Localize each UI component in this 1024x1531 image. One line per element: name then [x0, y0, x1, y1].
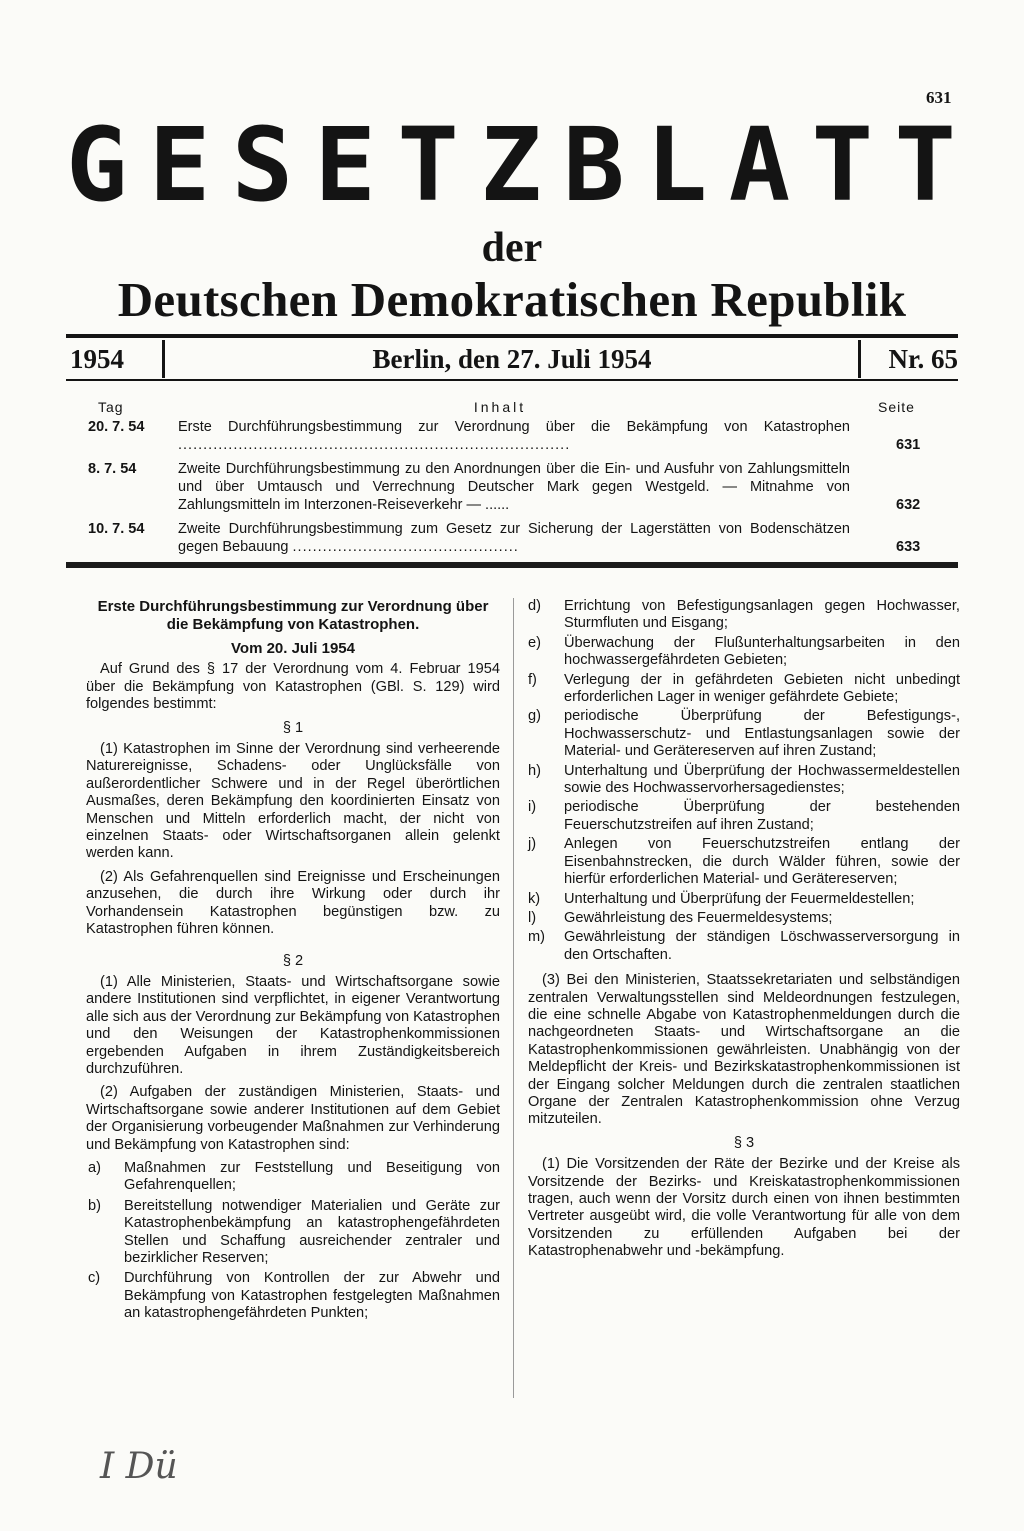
list-text: periodische Überprüfung der Befestigungs-, Hochwasserschutz- und Entlastungsanlagen sowie der Material- und Gerätereserven auf ihren Zustand; — [564, 708, 960, 760]
paragraph: (1) Alle Ministerien, Staats- und Wirtschaftsorgane sowie andere Institutionen sind verpflichtet, in eigener Verantwortung alle sich aus der Verordnung zur Bekämpfung von Katastrophen und den Weisungen der Katastrophenkommissionen ergebenden Aufgaben in ihrem Zuständigkeitsbereich durchzuführen. — [86, 973, 500, 1077]
list-label: f) — [528, 671, 537, 688]
list-item — [528, 891, 960, 908]
divider — [858, 340, 861, 378]
paragraph: (3) Bei den Ministerien, Staatssekretariaten und selbständigen zentralen Verwaltungsstellen sind Meldeordnungen festzulegen, die eine schnelle Abgabe von Katastrophenmeldungen durch die nachgeordneten Staats- und Wirtschaftsorgane an die Katastrophenkommissionen gewährleisten. Unabhängig von der Meldepflicht der Kreis- und Bezirkskatastrophenkommissionen ist der Eingang solcher Meldungen durch die zentralen staatlichen Organe der Zentralen Katastrophenkommission ohne Verzug mitzuteilen. — [528, 972, 960, 1128]
list-text: Maßnahmen zur Feststellung und Beseitigung von Gefahrenquellen; — [124, 1159, 500, 1194]
toc-page: 632 — [896, 497, 921, 513]
list-text: Überwachung der Flußunterhaltungsarbeiten in den hochwassergefährdeten Gebieten; — [564, 634, 960, 669]
toc-header — [70, 398, 930, 418]
list-item — [528, 910, 960, 927]
issue-number: Nr. 65 — [888, 344, 958, 374]
list-text: Unterhaltung und Überprüfung der Hochwassermeldestellen sowie des Hochwasservorhersagedienstes; — [564, 762, 960, 797]
masthead-letter: A — [728, 112, 791, 220]
masthead-letter: G — [66, 112, 128, 220]
issue-date: Berlin, den 27. Juli 1954 — [372, 344, 652, 374]
toc-entry — [70, 460, 930, 514]
paragraph: (2) Aufgaben der zuständigen Ministerien, Staats- und Wirtschaftsorgane sowie anderer Institutionen auf dem Gebiet der Organisierung vorbeugender Maßnahmen zur Verhinderung und Bekämpfung von Katastrophen sind: — [86, 1084, 500, 1153]
list-item — [528, 836, 960, 888]
toc-entry: 10. 7. 54 Zweite Durchführungsbestimmung zum Gesetz zur Sicherung der Lagerstätten von Bodenschätzen gegen Bebauung ............................................. 633 — [88, 521, 921, 555]
masthead-letter: E — [314, 112, 376, 220]
left-column — [86, 598, 500, 1326]
list-item — [528, 763, 960, 798]
list-label: j) — [528, 836, 537, 853]
list-text: Errichtung von Befestigungsanlagen gegen Hochwasser, Sturmfluten und Eisgang; — [564, 598, 960, 632]
list-label: b) — [88, 1197, 101, 1214]
masthead-letter: S — [231, 112, 294, 220]
article-date: Vom 20. Juli 1954 — [231, 640, 355, 657]
intro-paragraph: Auf Grund des § 17 der Verordnung vom 4. Februar 1954 über die Bekämpfung von Katastrophen (GBl. S. 129) wird folgendes bestimmt: — [86, 661, 500, 713]
list-item — [528, 598, 960, 633]
list-item — [528, 929, 960, 964]
divider — [66, 334, 958, 338]
table-of-contents — [70, 398, 930, 562]
list-label: l) — [528, 909, 537, 926]
article-title: Erste Durchführungsbestimmung zur Verordnung über die Bekämpfung von Katastrophen. — [97, 598, 489, 633]
toc-entry: 20. 7. 54 Erste Durchführungsbestimmung zur Verordnung über die Bekämpfung von Katastrophen .............................................................................. 631 — [88, 419, 921, 453]
masthead-republic: Deutschen Demokratischen Republik — [117, 272, 907, 327]
list-text: Gewährleistung der ständigen Löschwasserversorgung in den Ortschaften. — [564, 929, 960, 963]
toc-text: Zweite Durchführungsbestimmung zu den Anordnungen über die Ein- und Ausfuhr von Zahlungsmitteln und über Umtausch und Verrechnung Deutscher Mark gegen Westgeld. — Mitnahme von Zahlungsmitteln im Interzonen-Reiseverkehr — ...... — [178, 461, 850, 513]
section-heading: § 2 — [282, 952, 304, 969]
masthead-der: der — [481, 225, 543, 271]
toc-page: 633 — [896, 539, 921, 555]
toc-text: Zweite Durchführungsbestimmung zum Gesetz zur Sicherung der Lagerstätten von Bodenschätzen gegen Bebauung — [178, 521, 850, 555]
column-divider — [513, 598, 514, 1398]
list-label: k) — [528, 890, 541, 907]
toc-col-inhalt: Inhalt — [473, 399, 527, 415]
handwritten-note: I Dü — [100, 1446, 178, 1487]
list-item — [528, 672, 960, 707]
list-label: g) — [528, 708, 541, 725]
toc-date: 20. 7. 54 — [88, 419, 145, 435]
toc-date: 10. 7. 54 — [88, 521, 145, 537]
list-item — [528, 799, 960, 834]
list-label: i) — [528, 799, 537, 816]
list-text: Gewährleistung des Feuermeldesystems; — [564, 909, 833, 926]
list-label: c) — [88, 1270, 101, 1287]
masthead-letter: B — [563, 112, 625, 220]
list-item — [86, 1270, 500, 1322]
list-label: a) — [88, 1159, 101, 1176]
masthead-letter: L — [645, 112, 708, 220]
masthead-letter: E — [148, 112, 211, 220]
list-label: d) — [528, 598, 541, 614]
masthead-title — [66, 112, 956, 220]
list-item — [86, 1160, 500, 1195]
toc-col-seite: Seite — [878, 399, 915, 415]
list-label: e) — [528, 634, 541, 651]
list-item — [86, 1198, 500, 1268]
masthead-letter: T — [811, 112, 874, 220]
list-text: Bereitstellung notwendiger Materialien und Geräte zur Katastrophenbekämpfung an katastrophengefährdeten Stellen und Schaffung ausreichender zentraler und bezirklicher Reserven; — [124, 1197, 500, 1266]
section-heading: § 3 — [733, 1134, 755, 1151]
toc-page: 631 — [896, 437, 921, 453]
paragraph: (2) Als Gefahrenquellen sind Ereignisse und Erscheinungen anzusehen, die durch ihre Wirkung oder durch ihr Vorhandensein Katastrophen begünstigen bzw. zu Katastrophen führen können. — [86, 868, 500, 938]
toc-text: Erste Durchführungsbestimmung zur Verordnung über die Bekämpfung von Katastrophen — [178, 419, 850, 435]
section-heading: § 1 — [282, 719, 304, 736]
list-text: periodische Überprüfung der bestehenden Feuerschutzstreifen auf ihren Zustand; — [564, 799, 960, 833]
list-label: m) — [528, 929, 546, 946]
list-text: Anlegen von Feuerschutzstreifen entlang der Eisenbahnstrecken, die durch Wälder führen, sowie der hierfür erforderlichen Material- und Gerätereserven; — [564, 836, 960, 888]
masthead-letter: T — [894, 112, 956, 220]
toc-col-tag: Tag — [98, 399, 124, 415]
list-item — [528, 635, 960, 670]
list-text: Unterhaltung und Überprüfung der Feuermeldestellen; — [564, 890, 915, 907]
toc-date: 8. 7. 54 — [88, 461, 137, 477]
issue-year: 1954 — [70, 344, 124, 374]
dateline — [66, 340, 958, 378]
list-text: Verlegung der in gefährdeten Gebieten nicht unbedingt erforderlichen Lager in weniger gefährdete Gebiete; — [564, 671, 960, 706]
right-column — [528, 598, 960, 1267]
list-text: Durchführung von Kontrollen der zur Abwehr und Bekämpfung von Katastrophen festgelegten Maßnahmen an katastrophengefährdeten Punkten; — [124, 1270, 500, 1322]
masthead-letter: T — [397, 112, 459, 220]
page-number: 631 — [926, 88, 952, 107]
paragraph: (1) Katastrophen im Sinne der Verordnung sind verheerende Naturereignisse, Schadens- oder Unglücksfälle von außerordentlicher Schwere und in der Regel überörtlichen Ausmaßes, deren Bekämpfung den koordinierten Einsatz von Menschen und Mitteln erforderlich macht, der nicht von einzelnen Staats- oder Wirtschaftsorganen allein gelenkt werden kann. — [86, 741, 500, 862]
divider — [66, 379, 958, 381]
list-label: h) — [528, 762, 541, 779]
divider — [66, 562, 958, 568]
masthead-letter: Z — [480, 112, 542, 220]
paragraph: (1) Die Vorsitzenden der Räte der Bezirke und der Kreise als Vorsitzende der Bezirks- und Kreiskatastrophenkommissionen tragen, auch wenn der Vorsitz durch einen von ihnen bestimmten Vertreter ausgeübt wird, die volle Verantwortung für alle von dem Vorsitzenden zu erfüllenden Aufgaben bei der Katastrophenabwehr und -bekämpfung. — [528, 1156, 960, 1260]
list-item — [528, 708, 960, 760]
